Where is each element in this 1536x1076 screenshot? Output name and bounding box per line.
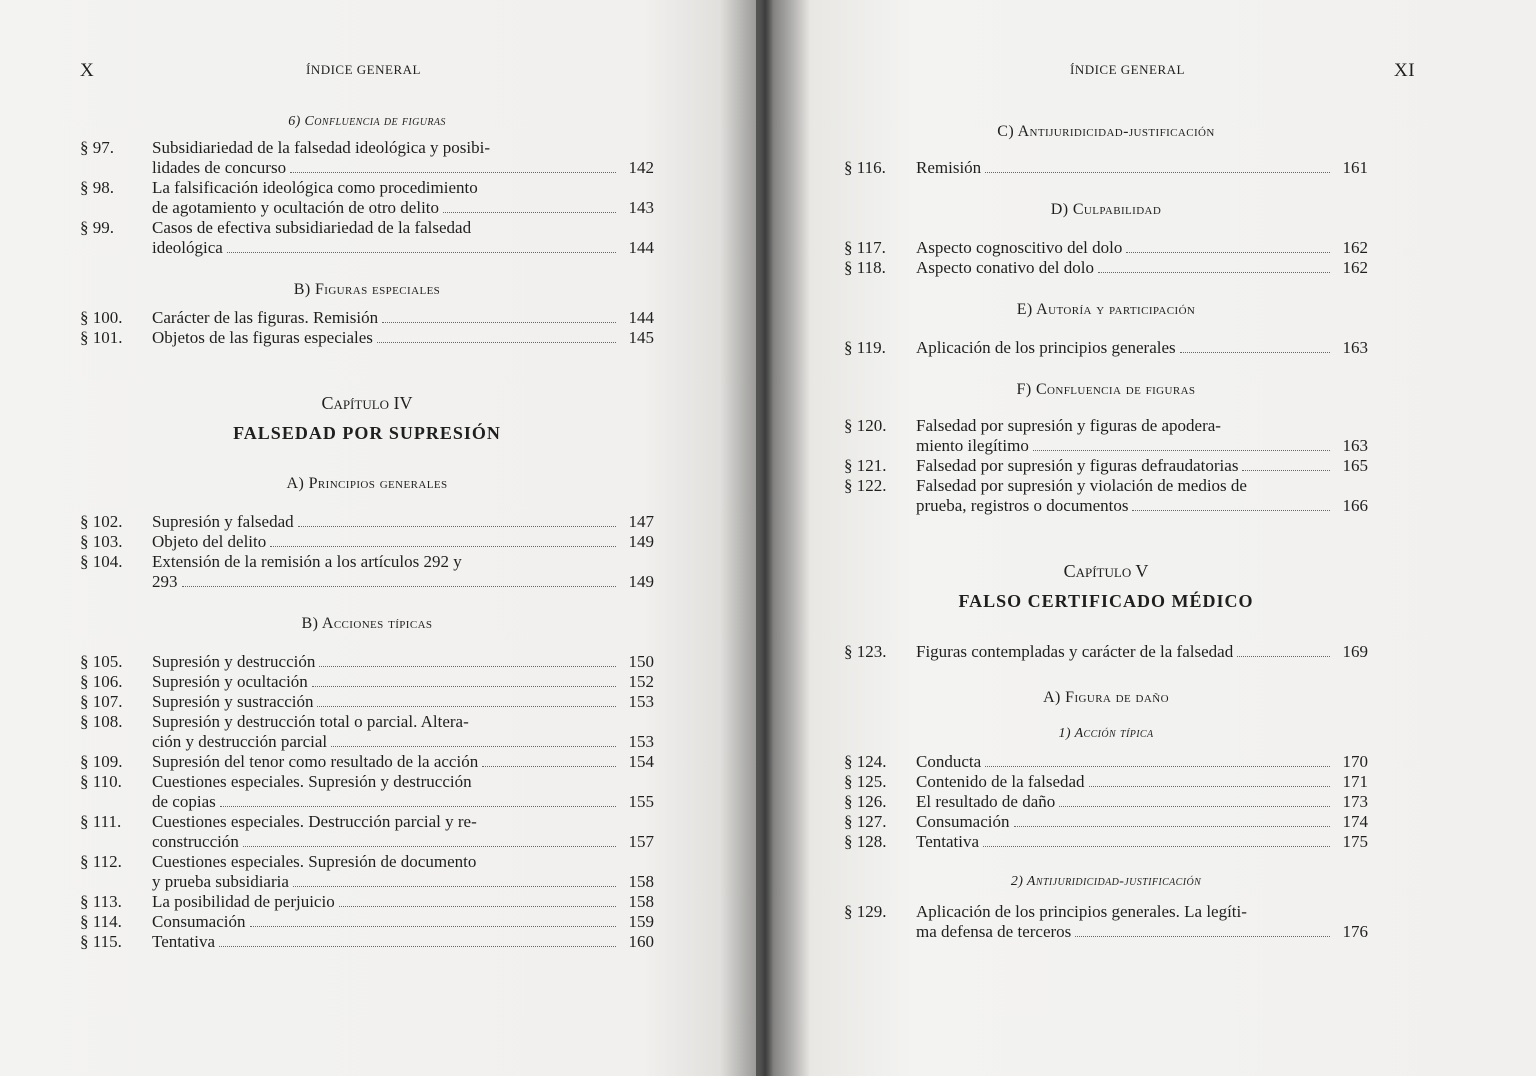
section-number: § 107.	[80, 692, 123, 711]
section-heading: E) Autoría y participación	[1016, 301, 1196, 318]
dot-leader	[1126, 238, 1330, 253]
page-ref: 176	[1342, 922, 1368, 941]
section-number: § 100.	[80, 308, 123, 327]
toc-entry	[844, 158, 1368, 178]
toc-entry	[844, 476, 1368, 516]
section-heading: 6) Confluencia de figuras	[288, 114, 446, 129]
entry-line: Supresión y sustracción	[152, 692, 314, 711]
toc-entry	[844, 772, 1368, 792]
section-number: § 122.	[844, 476, 887, 495]
section-number: § 124.	[844, 752, 887, 771]
section-heading: A) Figura de daño	[1043, 689, 1169, 706]
toc-entry	[80, 892, 654, 912]
section-number: § 127.	[844, 812, 887, 831]
entry-line: Objeto del delito	[152, 532, 267, 551]
entry-title	[152, 752, 620, 772]
page-ref: 163	[1342, 338, 1368, 357]
toc-entry	[80, 512, 654, 532]
toc-group	[80, 512, 654, 592]
entry-line: Aspecto cognoscitivo del dolo	[916, 238, 1123, 257]
entry-title	[916, 812, 1334, 832]
toc-entry	[80, 552, 654, 592]
entry-title	[152, 812, 620, 852]
toc-group	[844, 642, 1368, 662]
section-heading: F) Confluencia de figuras	[1016, 381, 1196, 398]
dot-leader	[1033, 436, 1330, 451]
toc-entry	[80, 912, 654, 932]
entry-line: construcción	[152, 832, 239, 851]
page-ref: 174	[1342, 812, 1368, 831]
page-ref: 162	[1342, 258, 1368, 277]
dot-leader	[1059, 792, 1330, 807]
section-number: § 101.	[80, 328, 123, 347]
book-gutter-shadow	[720, 0, 810, 1076]
page-ref: 175	[1342, 832, 1368, 851]
running-head: ÍNDICE GENERAL	[306, 62, 421, 77]
entry-title	[152, 912, 620, 932]
entry-title	[152, 892, 620, 912]
toc-entry	[80, 652, 654, 672]
page-ref: 149	[628, 532, 654, 551]
toc-group	[844, 416, 1368, 516]
dot-leader	[250, 912, 617, 927]
entry-title	[152, 178, 620, 218]
section-number: § 128.	[844, 832, 887, 851]
entry-line: de agotamiento y ocultación de otro delito	[152, 198, 440, 217]
entry-line: ideológica	[152, 238, 223, 257]
entry-line: Extensión de la remisión a los artículos 292 y	[152, 552, 462, 571]
toc-entry	[80, 812, 654, 852]
entry-title	[916, 258, 1334, 278]
dot-leader	[985, 158, 1330, 173]
dot-leader	[270, 532, 616, 547]
section-number: § 108.	[80, 712, 123, 731]
section-heading: A) Principios generales	[286, 475, 448, 492]
page-ref: 143	[628, 198, 654, 217]
section-number: § 123.	[844, 642, 887, 661]
toc-entry	[844, 792, 1368, 812]
page-ref: 171	[1342, 772, 1368, 791]
page-ref: 144	[628, 238, 654, 257]
entry-title	[916, 772, 1334, 792]
entry-line: Cuestiones especiales. Supresión de documento	[152, 852, 477, 871]
toc-group	[844, 158, 1368, 178]
entry-line: ma defensa de terceros	[916, 922, 1072, 941]
entry-title	[152, 852, 620, 892]
page-ref: 165	[1342, 456, 1368, 475]
page-ref: 160	[628, 932, 654, 951]
section-number: § 109.	[80, 752, 123, 771]
entry-line: Casos de efectiva subsidiariedad de la falsedad	[152, 218, 472, 237]
entry-line: 293	[152, 572, 178, 591]
section-heading: D) Culpabilidad	[1050, 201, 1162, 218]
entry-title	[152, 552, 620, 592]
entry-title	[152, 532, 620, 552]
entry-line: Supresión y destrucción total o parcial. Altera-	[152, 712, 469, 731]
dot-leader	[1098, 258, 1330, 273]
dot-leader	[1089, 772, 1330, 787]
section-number: § 121.	[844, 456, 887, 475]
toc-group	[844, 752, 1368, 852]
entry-line: El resultado de daño	[916, 792, 1056, 811]
toc-entry	[80, 692, 654, 712]
page-number: XI	[1394, 60, 1416, 81]
dot-leader	[339, 892, 616, 907]
entry-title	[152, 712, 620, 752]
toc-entry	[80, 138, 654, 178]
dot-leader	[298, 512, 616, 527]
entry-title	[916, 476, 1334, 516]
entry-title	[916, 238, 1334, 258]
entry-line: Supresión y ocultación	[152, 672, 308, 691]
entry-title	[152, 932, 620, 952]
toc-entry	[80, 932, 654, 952]
page-ref: 144	[628, 308, 654, 327]
entry-line: de copias	[152, 792, 216, 811]
dot-leader	[443, 198, 616, 213]
page-number: X	[80, 60, 95, 81]
toc-entry	[80, 532, 654, 552]
dot-leader	[1180, 338, 1330, 353]
entry-title	[152, 692, 620, 712]
entry-line: Subsidiariedad de la falsedad ideológica y posibi-	[152, 138, 491, 157]
entry-line: Supresión del tenor como resultado de la acción	[152, 752, 479, 771]
toc-entry	[844, 642, 1368, 662]
left-page	[0, 0, 756, 1076]
entry-line: Aplicación de los principios generales. La legíti-	[916, 902, 1247, 921]
page-ref: 147	[628, 512, 654, 531]
entry-title	[916, 832, 1334, 852]
toc-entry	[80, 218, 654, 258]
page-ref: 162	[1342, 238, 1368, 257]
entry-line: Conducta	[916, 752, 982, 771]
chapter-title: FALSEDAD POR SUPRESIÓN	[233, 423, 501, 443]
dot-leader	[377, 328, 616, 343]
toc-entry	[80, 178, 654, 218]
entry-line: miento ilegítimo	[916, 436, 1029, 455]
entry-title	[916, 338, 1334, 358]
page-ref: 173	[1342, 792, 1368, 811]
entry-line: Falsedad por supresión y figuras de apodera-	[916, 416, 1221, 435]
page-ref: 163	[1342, 436, 1368, 455]
section-number: § 118.	[844, 258, 886, 277]
toc-entry	[80, 752, 654, 772]
dot-leader	[317, 692, 616, 707]
dot-leader	[243, 832, 616, 847]
page-ref: 169	[1342, 642, 1368, 661]
page-ref: 170	[1342, 752, 1368, 771]
entry-line: Objetos de las figuras especiales	[152, 328, 373, 347]
toc-entry	[844, 258, 1368, 278]
dot-leader	[382, 308, 616, 323]
entry-title	[916, 158, 1334, 178]
page-ref: 153	[628, 692, 654, 711]
page-ref: 155	[628, 792, 654, 811]
dot-leader	[1242, 456, 1330, 471]
entry-line: Supresión y destrucción	[152, 652, 316, 671]
dot-leader	[331, 732, 616, 747]
toc-entry	[844, 238, 1368, 258]
dot-leader	[983, 832, 1330, 847]
entry-title	[152, 512, 620, 532]
entry-title	[916, 642, 1334, 662]
entry-line: prueba, registros o documentos	[916, 496, 1129, 515]
page-ref: 166	[1342, 496, 1368, 515]
page-ref: 158	[628, 892, 654, 911]
dot-leader	[482, 752, 616, 767]
entry-line: ción y destrucción parcial	[152, 732, 328, 751]
section-number: § 102.	[80, 512, 123, 531]
dot-leader	[312, 672, 616, 687]
section-number: § 97.	[80, 138, 114, 157]
entry-line: lidades de concurso	[152, 158, 287, 177]
entry-line: La posibilidad de perjuicio	[152, 892, 335, 911]
toc-group	[844, 238, 1368, 278]
section-number: § 125.	[844, 772, 887, 791]
toc-entry	[844, 832, 1368, 852]
entry-line: Cuestiones especiales. Destrucción parcial y re-	[152, 812, 477, 831]
subsection-heading: 2) Antijuridicidad-justificación	[1010, 874, 1202, 889]
entry-line: Tentativa	[152, 932, 216, 951]
toc-entry	[844, 338, 1368, 358]
toc-group	[80, 652, 654, 952]
section-heading: B) Figuras especiales	[293, 281, 441, 298]
section-number: § 104.	[80, 552, 123, 571]
entry-line: Falsedad por supresión y violación de medios de	[916, 476, 1247, 495]
entry-line: Cuestiones especiales. Supresión y destrucción	[152, 772, 472, 791]
page-ref: 158	[628, 872, 654, 891]
page-ref: 149	[628, 572, 654, 591]
section-number: § 103.	[80, 532, 123, 551]
page-ref: 159	[628, 912, 654, 931]
entry-title	[152, 772, 620, 812]
entry-line: Tentativa	[916, 832, 980, 851]
page-ref: 150	[628, 652, 654, 671]
toc-entry	[80, 308, 654, 328]
entry-line: Remisión	[916, 158, 982, 177]
entry-line: Aplicación de los principios generales	[916, 338, 1176, 357]
section-number: § 120.	[844, 416, 887, 435]
chapter-title: FALSO CERTIFICADO MÉDICO	[958, 591, 1254, 611]
dot-leader	[227, 238, 616, 253]
dot-leader	[1014, 812, 1331, 827]
section-number: § 99.	[80, 218, 114, 237]
chapter-label: Capítulo IV	[321, 393, 413, 413]
page-ref: 154	[628, 752, 654, 771]
toc-group	[844, 902, 1368, 942]
entry-title	[152, 328, 620, 348]
entry-line: La falsificación ideológica como procedimiento	[152, 178, 478, 197]
section-number: § 117.	[844, 238, 886, 257]
toc-entry	[844, 812, 1368, 832]
entry-title	[916, 752, 1334, 772]
toc-entry	[80, 772, 654, 812]
entry-title	[916, 792, 1334, 812]
section-number: § 112.	[80, 852, 122, 871]
entry-title	[152, 138, 620, 178]
dot-leader	[319, 652, 616, 667]
section-number: § 129.	[844, 902, 887, 921]
section-number: § 116.	[844, 158, 886, 177]
toc-entry	[80, 328, 654, 348]
page-ref: 152	[628, 672, 654, 691]
toc-entry	[844, 902, 1368, 942]
toc-entry	[844, 456, 1368, 476]
subsection-heading: 1) Acción típica	[1058, 726, 1154, 741]
entry-title	[916, 456, 1334, 476]
chapter-label: Capítulo V	[1063, 561, 1149, 581]
toc-entry	[80, 672, 654, 692]
toc-entry	[844, 416, 1368, 456]
toc-group	[844, 338, 1368, 358]
section-number: § 98.	[80, 178, 114, 197]
dot-leader	[219, 932, 616, 947]
section-number: § 119.	[844, 338, 886, 357]
entry-line: y prueba subsidiaria	[152, 872, 289, 891]
section-number: § 115.	[80, 932, 122, 951]
entry-line: Figuras contempladas y carácter de la falsedad	[916, 642, 1234, 661]
toc-group	[80, 138, 654, 258]
entry-line: Consumación	[152, 912, 246, 931]
page-ref: 161	[1342, 158, 1368, 177]
section-number: § 106.	[80, 672, 123, 691]
right-page	[756, 0, 1536, 1076]
entry-line: Consumación	[916, 812, 1010, 831]
section-number: § 113.	[80, 892, 122, 911]
dot-leader	[1237, 642, 1330, 657]
entry-line: Carácter de las figuras. Remisión	[152, 308, 379, 327]
toc-entry	[80, 712, 654, 752]
entry-line: Supresión y falsedad	[152, 512, 294, 531]
section-number: § 111.	[80, 812, 122, 831]
page-ref: 142	[628, 158, 654, 177]
dot-leader	[290, 158, 616, 173]
section-heading: B) Acciones típicas	[301, 615, 433, 632]
page-ref: 145	[628, 328, 654, 347]
page-ref: 157	[628, 832, 654, 851]
section-number: § 114.	[80, 912, 122, 931]
toc-entry	[80, 852, 654, 892]
toc-entry	[844, 752, 1368, 772]
entry-title	[152, 672, 620, 692]
dot-leader	[220, 792, 616, 807]
entry-line: Aspecto conativo del dolo	[916, 258, 1094, 277]
entry-title	[152, 218, 620, 258]
entry-title	[916, 416, 1334, 456]
entry-line: Contenido de la falsedad	[916, 772, 1085, 791]
entry-title	[152, 652, 620, 672]
section-number: § 126.	[844, 792, 887, 811]
entry-title	[152, 308, 620, 328]
section-heading: C) Antijuridicidad-justificación	[997, 123, 1215, 140]
dot-leader	[182, 572, 617, 587]
toc-group	[80, 308, 654, 348]
page-ref: 153	[628, 732, 654, 751]
running-head: ÍNDICE GENERAL	[1070, 62, 1185, 77]
dot-leader	[1132, 496, 1330, 511]
dot-leader	[1075, 922, 1330, 937]
entry-line: Falsedad por supresión y figuras defraudatorias	[916, 456, 1239, 475]
dot-leader	[293, 872, 616, 887]
dot-leader	[985, 752, 1330, 767]
entry-title	[916, 902, 1334, 942]
section-number: § 110.	[80, 772, 122, 791]
section-number: § 105.	[80, 652, 123, 671]
